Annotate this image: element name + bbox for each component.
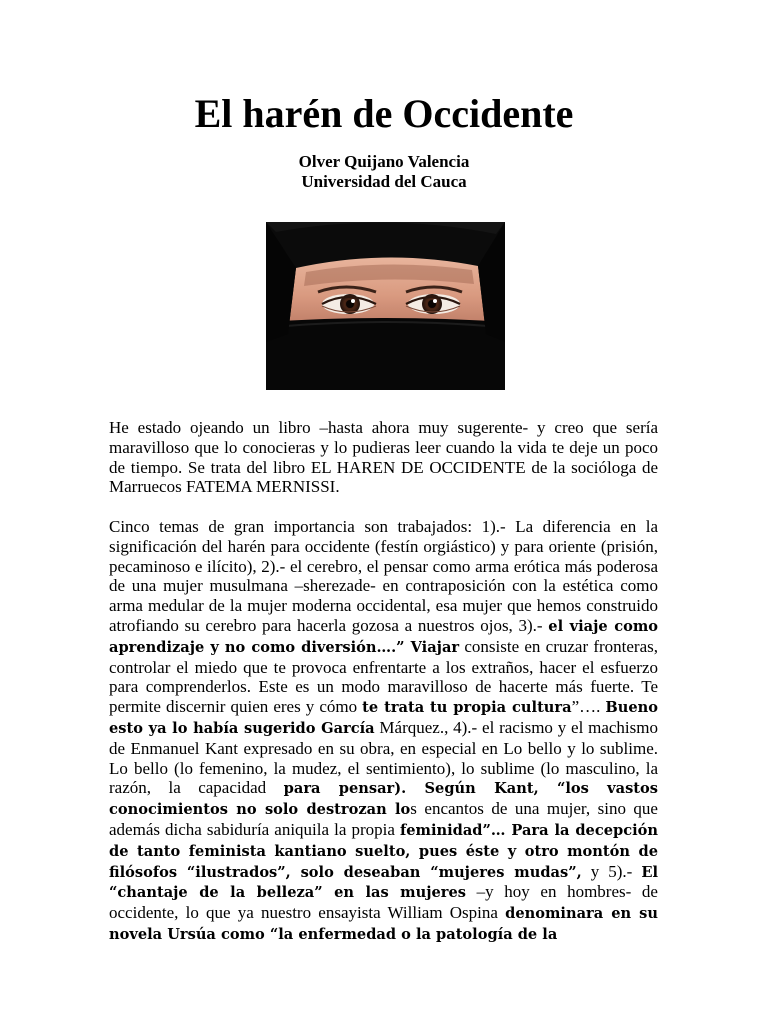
text-run: s encantos de una mujer, sino que además dicha sabiduría aniquila la propia [109,799,658,839]
bold-run: para pensar). Según Kant, “los vastos conocimientos no solo destrozan lo [109,780,658,819]
text-run: Cinco temas de gran importancia son trabajados: 1).- La diferencia en la significación del harén para occidente (festín orgiástico) y para oriente (prisión, pecaminoso e ilícito), 2).- el cerebro, el pensar como arma erótica más poderosa de una mujer musulmana –sherezade- en contraposición con la estética como arma medular de la mujer moderna occidental, esa mujer que hemos construido atrofiando su cerebro para hacerla gozosa a nuestros ojos, 3).- [109,516,658,635]
text-run: Márquez., 4).- el racismo y el machismo de Enmanuel Kant expresado en su obra, en especial en Lo bello y lo sublime. Lo bello (lo femenino, la mudez, el sentimiento), lo sublime (lo masculino, la razón, la capacidad [109,717,658,798]
text-run: –y hoy en hombres- de occidente, lo que ya nuestro ensayista William Ospina [109,882,658,923]
veiled-woman-photo [266,222,505,390]
author-name: Olver Quijano Valencia [298,152,470,171]
bold-run: el viaje como aprendizaje y no como diversión….” Viajar [109,617,659,656]
paragraph-themes [109,517,658,945]
text-run: consiste en cruzar fronteras, controlar el miedo que te provoca enfrentarte a los extraños, hacer el esfuerzo para comprenderlos. Este es un modo maravilloso de hacerte más fuerte. Te permite discernir quien eres y cómo [109,636,658,717]
bold-run: El “chantaje de la belleza” en las mujeres [109,863,659,902]
article-body [109,418,658,965]
bold-run: denominara en su novela Ursúa como “la enfermedad o la patología de la [109,905,658,943]
bold-run: feminidad”… Para la decepción de tanto feminista kantiano suelto, pues éste y otro montón de filósofos “ilustrados”, solo deseaban “mujeres mudas”, [109,821,658,881]
document-title: El harén de Occidente [194,91,574,136]
bold-run: te trata tu propia cultura [362,699,572,717]
text-run: ”…. [571,697,606,717]
paragraph-intro: He estado ojeando un libro –hasta ahora muy sugerente- y creo que sería maravilloso que lo conocieras y lo pudieras leer cuando la vida te deje un poco de tiempo. Se trata del libro EL HAREN DE OCCIDENTE de la socióloga de Marruecos FATEMA MERNISSI. [109,418,658,497]
text-run: y 5).- [581,861,642,881]
author-affiliation: Universidad del Cauca [301,172,467,191]
author-block [0,152,768,192]
bold-run: Bueno esto ya lo había sugerido García [109,699,658,737]
